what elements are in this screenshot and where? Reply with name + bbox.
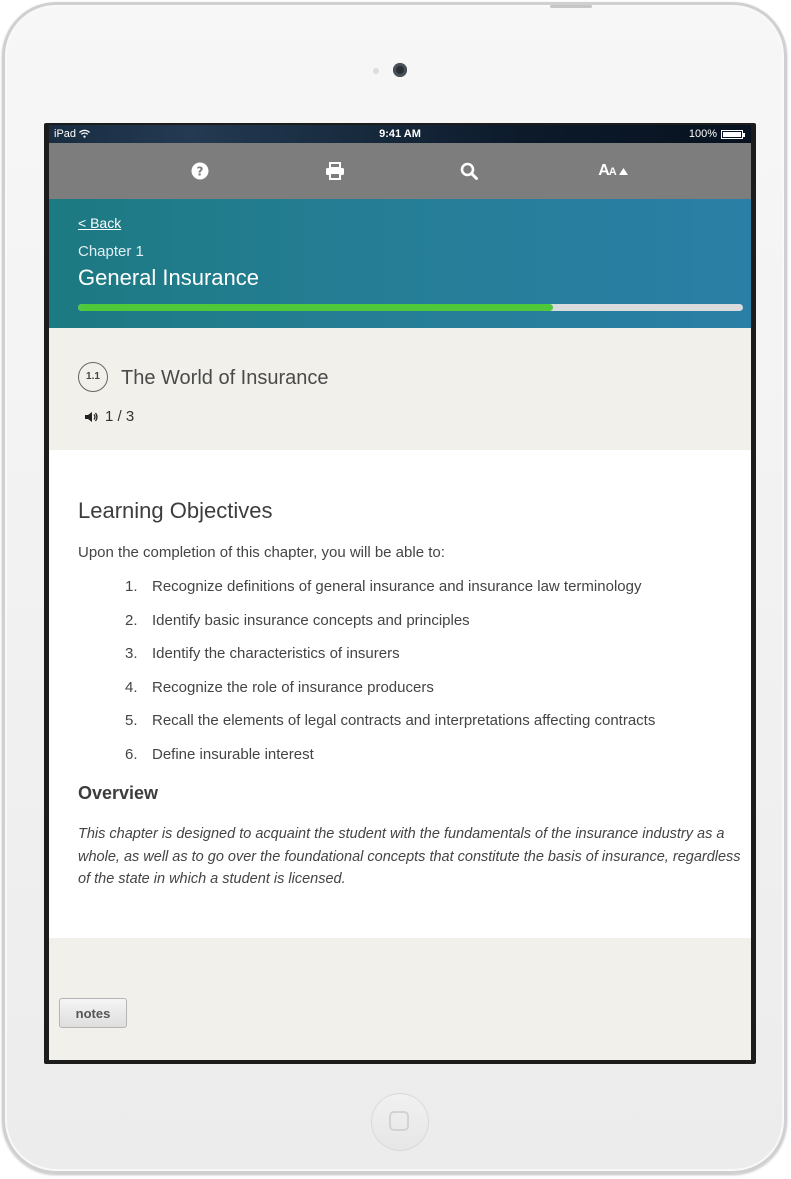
overview-title: Overview — [78, 783, 159, 803]
section-number-badge: 1.1 — [78, 362, 108, 392]
list-item-number: 1. — [125, 578, 138, 595]
toolbar — [49, 143, 751, 199]
objectives-intro: Upon the completion of this chapter, you will be able to: — [78, 544, 445, 561]
caret-up-icon — [619, 168, 628, 175]
battery-label: 100% — [688, 128, 717, 140]
list-item-number: 2. — [125, 611, 138, 629]
print-button[interactable] — [323, 157, 347, 185]
text-size-small: A — [608, 166, 616, 178]
device-label: iPad — [54, 128, 77, 140]
section-header — [49, 328, 751, 450]
chapter-title: General Insurance — [78, 265, 259, 290]
tablet-frame — [2, 2, 787, 1174]
list-item — [125, 612, 655, 646]
objectives-title: Learning Objectives — [78, 498, 273, 523]
list-item-text: Identify basic insurance concepts and principles — [152, 611, 470, 629]
footer-area — [49, 938, 751, 1060]
list-item-number: 5. — [125, 712, 138, 730]
notes-button[interactable]: notes — [59, 998, 127, 1028]
section-title: The World of Insurance — [121, 367, 329, 389]
text-size-big: A — [598, 162, 609, 179]
text-size-label — [598, 162, 616, 180]
search-icon — [460, 162, 478, 180]
list-item — [125, 578, 655, 612]
app-view — [49, 125, 751, 1060]
help-button[interactable] — [189, 157, 211, 185]
chapter-header — [49, 199, 751, 328]
search-button[interactable] — [458, 157, 480, 185]
light-sensor — [373, 68, 379, 74]
list-item — [125, 712, 655, 746]
text-size-button[interactable] — [595, 157, 631, 185]
status-bar — [49, 125, 751, 143]
audio-control[interactable] — [84, 408, 134, 425]
list-item-text: Identify the characteristics of insurers — [152, 645, 400, 663]
content-body — [49, 450, 751, 938]
audio-page-indicator: 1 / 3 — [105, 408, 135, 425]
help-icon — [191, 162, 209, 180]
list-item-text: Recognize the role of insurance producers — [152, 678, 434, 696]
list-item-number: 6. — [125, 745, 138, 763]
status-time: 9:41 AM — [379, 128, 421, 140]
list-item-text: Define insurable interest — [152, 745, 314, 763]
list-item-text: Recognize definitions of general insurance and insurance law terminology — [152, 578, 642, 595]
list-item-number: 4. — [125, 678, 138, 696]
back-link[interactable]: < Back — [78, 215, 122, 231]
list-item — [125, 645, 655, 679]
chapter-label: Chapter 1 — [78, 243, 144, 260]
list-item-number: 3. — [125, 645, 138, 663]
svg-text:?: ? — [196, 164, 204, 179]
speaker-icon — [84, 411, 98, 423]
objectives-list — [125, 578, 655, 780]
overview-text: This chapter is designed to acquaint the student with the fundamentals of the insurance industry as a whole, as well as to go over the foundational concepts that constitute the basis of insurance, regardless of the state in which a student is licensed. — [78, 826, 741, 887]
progress-bar — [78, 304, 743, 311]
print-icon — [325, 162, 345, 180]
home-button[interactable] — [371, 1093, 429, 1151]
screen — [44, 123, 756, 1064]
list-item — [125, 746, 655, 780]
home-square-icon — [389, 1111, 409, 1131]
progress-fill — [78, 304, 553, 311]
camera-icon — [393, 63, 407, 77]
list-item — [125, 679, 655, 713]
status-battery — [689, 125, 743, 143]
power-button — [550, 5, 592, 8]
list-item-text: Recall the elements of legal contracts and interpretations affecting contracts — [152, 712, 656, 730]
battery-icon — [721, 130, 743, 139]
